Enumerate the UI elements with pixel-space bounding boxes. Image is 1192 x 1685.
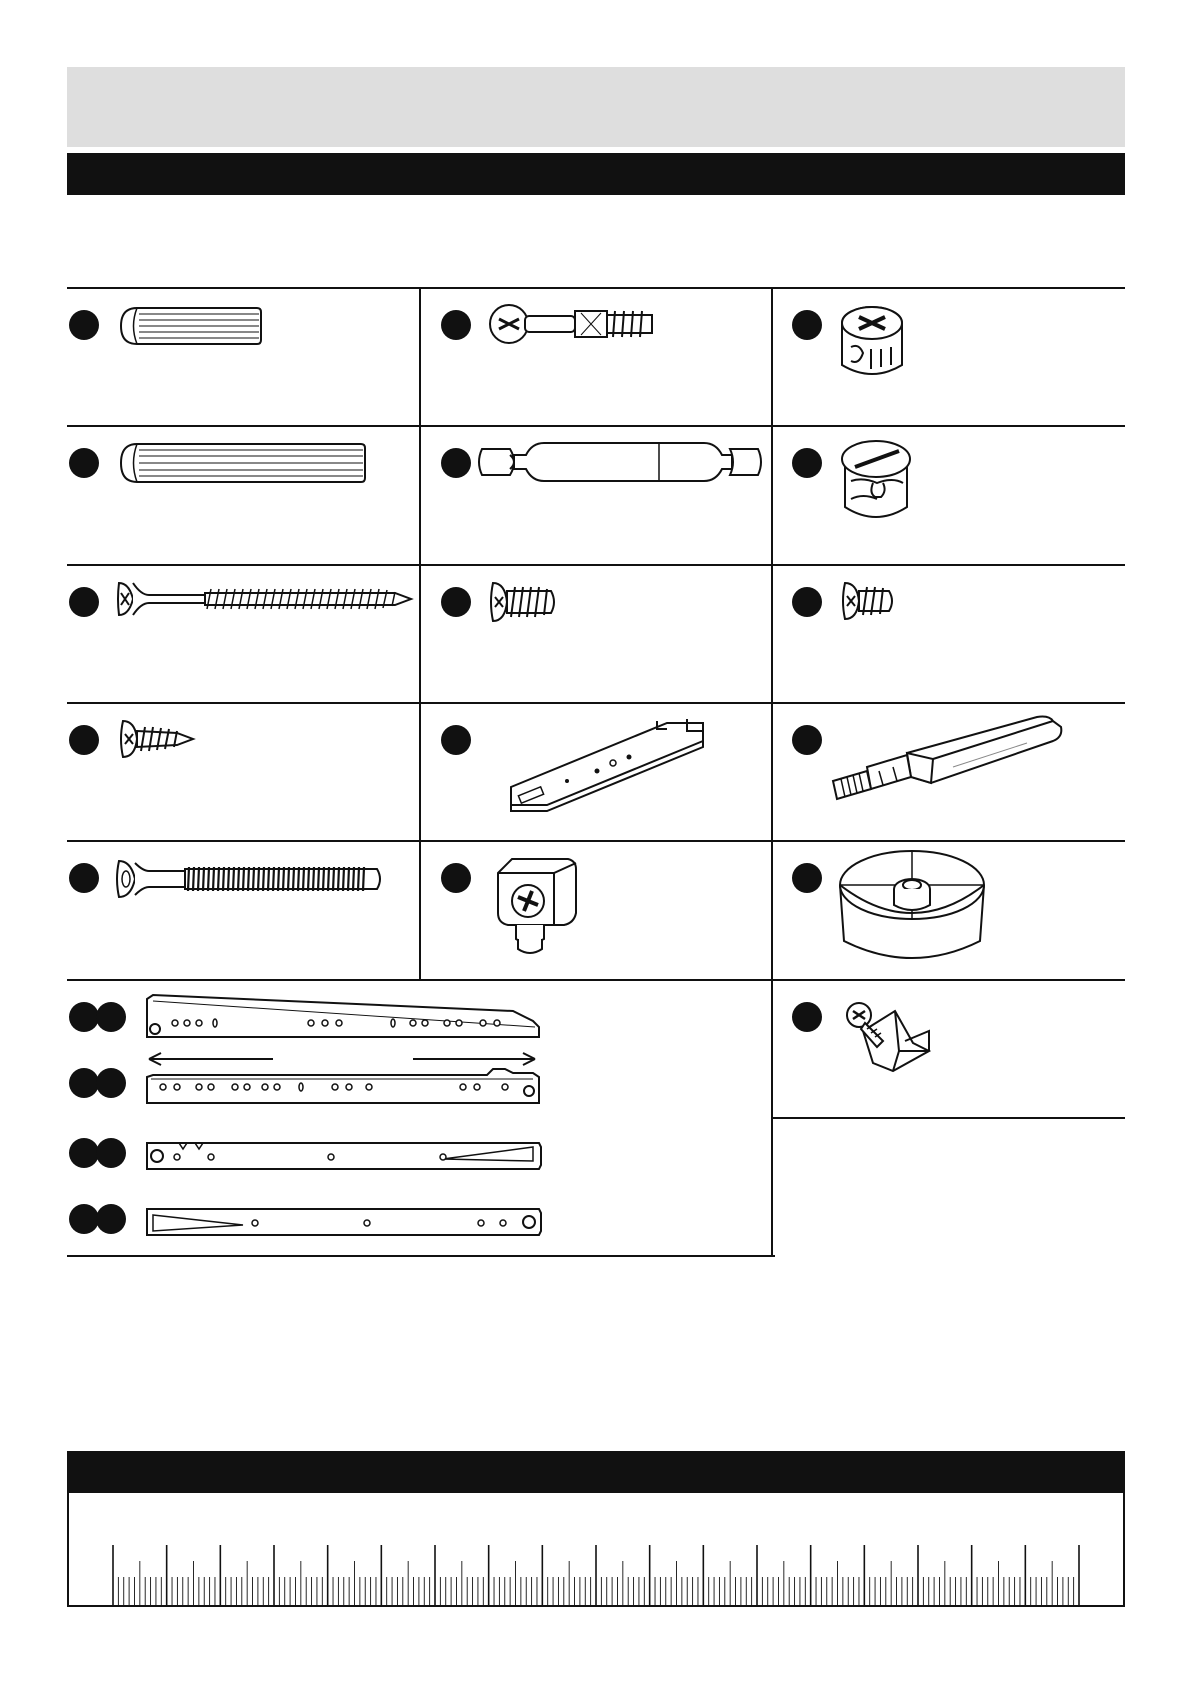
part-number-badge bbox=[96, 1068, 126, 1098]
furniture-foot-icon bbox=[832, 845, 992, 967]
part-number-badge bbox=[69, 448, 99, 478]
part-number-badge bbox=[441, 725, 471, 755]
part-number-badge bbox=[792, 587, 822, 617]
part-number-badge bbox=[69, 1138, 99, 1168]
part-number-badge bbox=[441, 863, 471, 893]
grid-line bbox=[67, 979, 1125, 981]
grid-line bbox=[773, 1117, 1125, 1119]
part-number-badge bbox=[69, 863, 99, 893]
part-number-badge bbox=[441, 448, 471, 478]
parts-grid bbox=[67, 287, 1125, 1257]
part-number-badge bbox=[441, 310, 471, 340]
grid-line bbox=[67, 564, 1125, 566]
drawer-runner-icon bbox=[143, 993, 543, 1069]
grid-line bbox=[67, 425, 1125, 427]
grid-line bbox=[419, 287, 421, 979]
part-number-badge bbox=[69, 587, 99, 617]
part-number-badge bbox=[792, 1002, 822, 1032]
double-ended-bolt-icon bbox=[474, 439, 766, 485]
cam-lock-icon bbox=[837, 437, 915, 521]
part-number-badge bbox=[69, 310, 99, 340]
long-screw-icon bbox=[115, 577, 415, 621]
part-number-badge bbox=[69, 1068, 99, 1098]
grid-line bbox=[67, 840, 1125, 842]
drawer-runner-icon bbox=[143, 1067, 543, 1107]
drawer-runner-icon bbox=[143, 1139, 543, 1173]
push-latch-icon bbox=[827, 697, 1127, 827]
header-band bbox=[67, 67, 1125, 147]
ruler-title-bar bbox=[67, 1451, 1125, 1493]
euro-screw-icon bbox=[839, 579, 899, 623]
part-number-badge bbox=[96, 1002, 126, 1032]
corner-block-icon bbox=[843, 991, 943, 1075]
bracket-plate-icon bbox=[507, 715, 719, 815]
connecting-bolt-icon bbox=[487, 301, 657, 347]
machine-bolt-icon bbox=[115, 857, 385, 901]
part-number-badge bbox=[792, 725, 822, 755]
measuring-ruler bbox=[67, 1491, 1125, 1607]
wooden-dowel-icon bbox=[117, 304, 262, 348]
part-number-badge bbox=[96, 1204, 126, 1234]
short-screw-icon bbox=[117, 717, 197, 761]
part-number-badge bbox=[69, 1002, 99, 1032]
section-title-bar bbox=[67, 153, 1125, 195]
part-number-badge bbox=[792, 310, 822, 340]
drawer-runner-icon bbox=[143, 1205, 543, 1239]
part-number-badge bbox=[69, 1204, 99, 1234]
wooden-dowel-icon bbox=[117, 440, 367, 486]
part-number-badge bbox=[792, 863, 822, 893]
part-number-badge bbox=[441, 587, 471, 617]
grid-line bbox=[67, 287, 1125, 289]
connector-block-icon bbox=[492, 853, 582, 963]
part-number-badge bbox=[96, 1138, 126, 1168]
part-number-badge bbox=[69, 725, 99, 755]
grid-line bbox=[771, 287, 773, 1257]
part-number-badge bbox=[792, 448, 822, 478]
cam-lock-icon bbox=[837, 303, 907, 381]
euro-screw-icon bbox=[487, 579, 559, 625]
grid-line bbox=[67, 1255, 775, 1257]
